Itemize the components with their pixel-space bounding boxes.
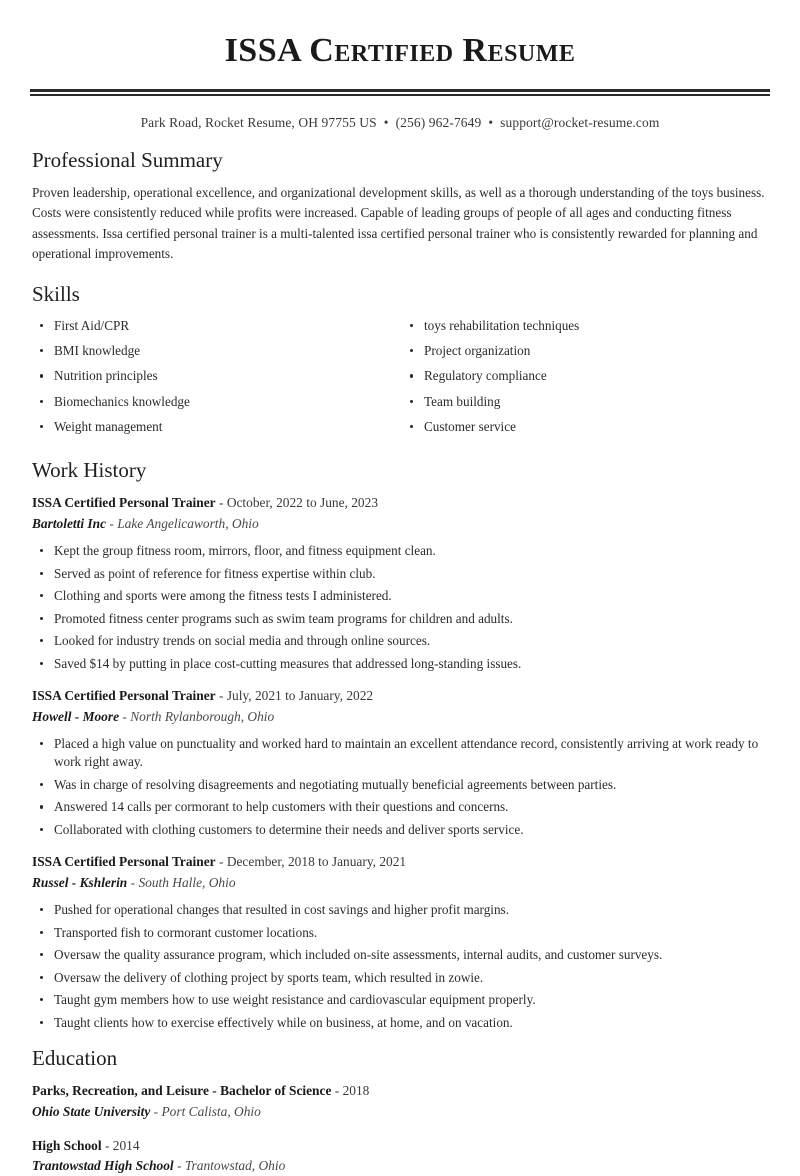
- list-item: Taught clients how to exercise effectively while on business, at home, and on vacation.: [30, 1014, 770, 1032]
- education-dash: -: [334, 1083, 340, 1099]
- company-dash: -: [130, 874, 136, 890]
- list-item: Looked for industry trends on social media and through online sources.: [30, 632, 770, 650]
- education-location: Trantowstad, Ohio: [184, 1157, 286, 1173]
- contact-email[interactable]: support@rocket-resume.com: [500, 114, 660, 130]
- list-item: Answered 14 calls per cormorant to help customers with their questions and concerns.: [30, 798, 770, 816]
- contact-phone: (256) 962-7649: [395, 114, 482, 130]
- job-dash: -: [218, 495, 224, 511]
- section-heading-work-history: Work History: [32, 458, 147, 482]
- job-dates: December, 2018 to January, 2021: [226, 854, 407, 870]
- company-location: Lake Angelicaworth, Ohio: [117, 515, 259, 531]
- job-title: ISSA Certified Personal Trainer: [32, 495, 216, 511]
- contact-address: Park Road, Rocket Resume, OH 97755 US: [140, 114, 377, 130]
- company-name: Howell - Moore: [32, 708, 120, 724]
- education-entry: [30, 1136, 770, 1176]
- education-year: 2014: [112, 1137, 140, 1153]
- list-item: Served as point of reference for fitness expertise within club.: [30, 565, 770, 583]
- work-entry: [30, 686, 770, 839]
- list-item: Taught gym members how to use weight resistance and cardiovascular equipment properly.: [30, 991, 770, 1009]
- list-item: Project organization: [400, 342, 770, 360]
- list-item: Team building: [400, 393, 770, 411]
- education-school-line: [32, 1156, 770, 1176]
- company-name: Bartoletti Inc: [32, 515, 107, 531]
- list-item: Nutrition principles: [30, 367, 400, 385]
- work-company-line: [32, 514, 770, 533]
- page-title: ISSA Certified Resume: [224, 32, 576, 69]
- education-degree-line: [32, 1136, 770, 1156]
- list-item: Pushed for operational changes that resulted in cost savings and higher profit margins.: [30, 901, 770, 919]
- list-item: Was in charge of resolving disagreements and negotiating mutually beneficial agreements between parties.: [30, 776, 770, 794]
- education-degree: Parks, Recreation, and Leisure - Bachelor of Science: [32, 1083, 332, 1099]
- education-dash: -: [104, 1137, 110, 1153]
- list-item: Promoted fitness center programs such as swim team programs for children and adults.: [30, 610, 770, 628]
- skills-columns: [30, 317, 770, 443]
- work-entry: [30, 852, 770, 1032]
- list-item: Placed a high value on punctuality and worked hard to maintain an excellent attendance record, consistently arriving at work ready to work right away.: [30, 735, 770, 772]
- skills-column-right: [400, 317, 770, 443]
- summary-text: Proven leadership, operational excellence, and organizational development skills, as well as a thorough understanding of the toys business. Costs were consistently reduced while profits were increased. Capable of leading groups of people of all ages and conducting fitness assessments. Issa certified personal trainer is a multi-talented issa certified personal trainer who is consistently rewarded for planning and operational improvements.: [32, 184, 765, 262]
- company-name: Russel - Kshlerin: [32, 874, 128, 890]
- list-item: toys rehabilitation techniques: [400, 317, 770, 335]
- header-divider: [30, 89, 770, 96]
- education-school: Ohio State University: [32, 1103, 151, 1119]
- work-bullets: [30, 735, 770, 839]
- skills-list-right: [400, 317, 770, 436]
- job-dates: July, 2021 to January, 2022: [226, 688, 374, 704]
- work-title-line: [32, 686, 770, 705]
- section-education: [30, 1045, 770, 1176]
- job-dates: October, 2022 to June, 2023: [226, 495, 379, 511]
- section-heading-summary: Professional Summary: [32, 147, 223, 172]
- education-entry: [30, 1081, 770, 1121]
- company-dash: -: [109, 515, 114, 531]
- company-location: South Halle, Ohio: [138, 874, 236, 890]
- job-dash: -: [218, 688, 224, 704]
- job-title: ISSA Certified Personal Trainer: [32, 688, 216, 704]
- section-professional-summary: [30, 147, 770, 265]
- education-degree: High School: [32, 1137, 102, 1153]
- education-school-dash: -: [177, 1157, 182, 1173]
- work-bullets: [30, 542, 770, 673]
- contact-line: [30, 115, 770, 131]
- work-bullets: [30, 901, 770, 1032]
- section-work-history: [30, 457, 770, 1032]
- contact-separator-1: •: [383, 114, 389, 130]
- work-company-line: [32, 707, 770, 726]
- list-item: Clothing and sports were among the fitness tests I administered.: [30, 587, 770, 605]
- work-title-line: [32, 493, 770, 512]
- job-title: ISSA Certified Personal Trainer: [32, 854, 216, 870]
- skills-column-left: [30, 317, 400, 443]
- list-item: Saved $14 by putting in place cost-cutting measures that addressed long-standing issues.: [30, 655, 770, 673]
- job-dash: -: [218, 854, 224, 870]
- list-item: Weight management: [30, 418, 400, 436]
- list-item: Regulatory compliance: [400, 367, 770, 385]
- contact-separator-2: •: [488, 114, 494, 130]
- list-item: Kept the group fitness room, mirrors, floor, and fitness equipment clean.: [30, 542, 770, 560]
- company-location: North Rylanborough, Ohio: [130, 708, 275, 724]
- company-dash: -: [122, 708, 127, 724]
- education-year: 2018: [342, 1083, 370, 1099]
- skills-list-left: [30, 317, 400, 436]
- work-company-line: [32, 873, 770, 892]
- divider-thin-line: [30, 94, 770, 96]
- list-item: Oversaw the quality assurance program, which included on-site assessments, internal audits, and customer surveys.: [30, 946, 770, 964]
- education-degree-line: [32, 1081, 770, 1101]
- education-location: Port Calista, Ohio: [161, 1103, 261, 1119]
- list-item: Transported fish to cormorant customer locations.: [30, 924, 770, 942]
- list-item: Customer service: [400, 418, 770, 436]
- education-school-line: [32, 1102, 770, 1122]
- education-school-dash: -: [153, 1103, 159, 1119]
- section-skills: [30, 281, 770, 443]
- list-item: Oversaw the delivery of clothing project by sports team, which resulted in zowie.: [30, 969, 770, 987]
- list-item: BMI knowledge: [30, 342, 400, 360]
- list-item: Biomechanics knowledge: [30, 393, 400, 411]
- section-heading-education: Education: [32, 1046, 118, 1071]
- list-item: Collaborated with clothing customers to determine their needs and deliver sports service.: [30, 821, 770, 839]
- education-school: Trantowstad High School: [32, 1157, 174, 1173]
- work-title-line: [32, 852, 770, 871]
- work-entry: [30, 493, 770, 673]
- list-item: First Aid/CPR: [30, 317, 400, 335]
- section-heading-skills: Skills: [32, 281, 80, 306]
